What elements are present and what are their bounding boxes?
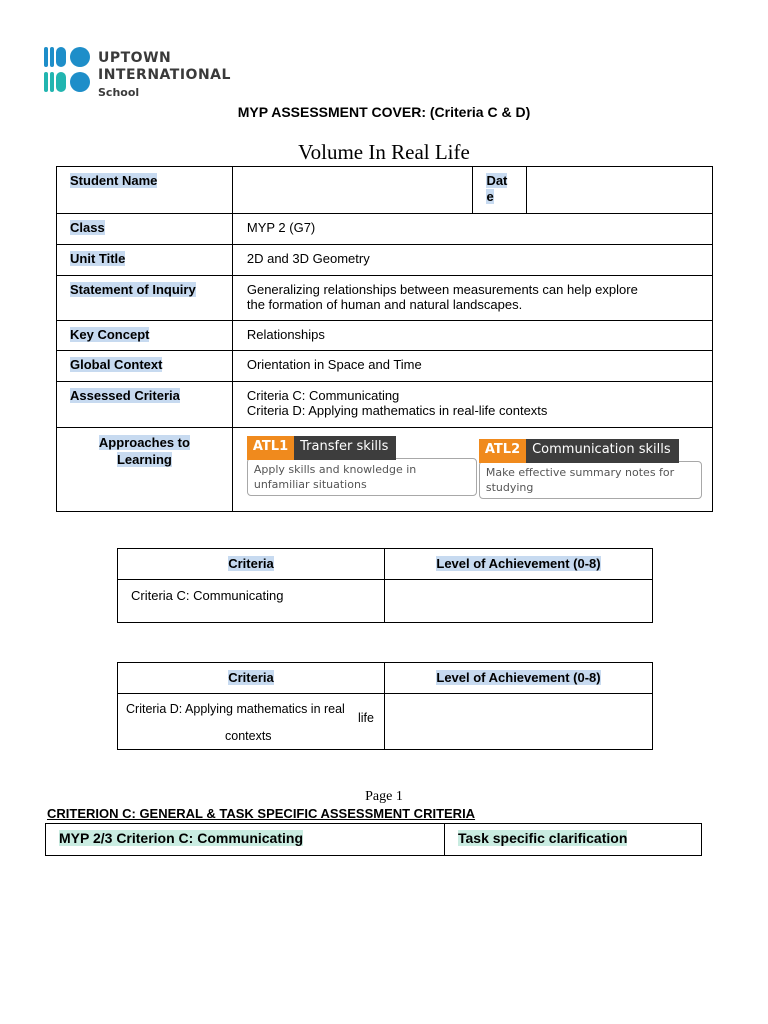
criterion-c-table (45, 823, 702, 856)
unit-title-label: Unit Title (70, 251, 126, 266)
assessed-criteria-line-1: Criteria C: Communicating (246, 388, 400, 403)
date-label-part-2: e (486, 189, 494, 204)
cover-title: MYP ASSESSMENT COVER: (Criteria C & D) (237, 104, 531, 120)
logo-line-1: UPTOWN (98, 50, 172, 66)
criteria-c-header-criteria: Criteria (228, 556, 274, 571)
key-concept-label-cell (57, 321, 233, 351)
page-number: Page 1 (365, 789, 403, 804)
criteria-c-header-level-cell (385, 549, 653, 580)
atl2-name: Communication skills (526, 439, 679, 463)
criteria-d-level-field[interactable] (385, 694, 653, 750)
global-context-label: Global Context (70, 357, 163, 372)
key-concept-label: Key Concept (70, 327, 150, 342)
date-label-part-1: Dat (486, 173, 508, 188)
assessed-criteria-value-cell (232, 382, 712, 428)
document-title: Volume In Real Life (298, 140, 470, 164)
logo-mark-icon (44, 44, 96, 100)
student-info-table (56, 166, 713, 512)
criteria-d-header-criteria: Criteria (228, 670, 274, 685)
inquiry-value-cell (232, 276, 712, 321)
student-name-label-cell (57, 167, 233, 214)
assessed-criteria-line-2: Criteria D: Applying mathematics in real-life contexts (246, 403, 548, 418)
inquiry-value-line-1: Generalizing relationships between measurements can help explore (246, 282, 638, 297)
criteria-c-criterion: Criteria C: Communicating (118, 580, 385, 623)
inquiry-label-cell (57, 276, 233, 321)
criteria-d-criterion-cell (118, 694, 385, 750)
inquiry-label: Statement of Inquiry (70, 282, 196, 297)
criteria-c-table (117, 548, 653, 623)
criteria-d-table (117, 662, 653, 750)
unit-title-value: 2D and 3D Geometry (232, 245, 712, 276)
criteria-d-header-level-cell (385, 663, 653, 694)
atl2-description-line-1: Make effective summary notes for (485, 466, 675, 479)
criterion-c-col2: Task specific clarification (458, 830, 628, 846)
atl1-description (247, 458, 477, 496)
atl1-description-line-2: unfamiliar situations (253, 478, 367, 491)
atl1-name: Transfer skills (294, 436, 396, 460)
inquiry-value-line-2: the formation of human and natural landscapes. (246, 297, 523, 312)
criteria-d-criterion-line-3: contexts (225, 729, 272, 743)
criteria-c-level-field[interactable] (385, 580, 653, 623)
school-logo (44, 44, 244, 100)
criteria-c-header-level: Level of Achievement (0-8) (436, 556, 601, 571)
key-concept-value: Relationships (232, 321, 712, 351)
unit-title-label-cell (57, 245, 233, 276)
atl1-number: ATL1 (247, 436, 294, 460)
atl2-description-line-2: studying (485, 481, 534, 494)
criteria-d-criterion-line-1: Criteria D: Applying mathematics in real (126, 702, 345, 716)
criterion-c-col1: MYP 2/3 Criterion C: Communicating (59, 830, 303, 846)
approaches-label-cell (57, 428, 233, 512)
class-label: Class (70, 220, 105, 235)
class-value: MYP 2 (G7) (232, 214, 712, 245)
student-name-field[interactable] (232, 167, 473, 214)
atl1-badge (247, 436, 477, 496)
date-label-cell (473, 167, 527, 214)
atl2-description (479, 461, 702, 499)
approaches-value-cell (232, 428, 712, 512)
criteria-d-header-level: Level of Achievement (0-8) (436, 670, 601, 685)
criterion-c-col1-cell (46, 824, 445, 856)
approaches-label-line-2: Learning (116, 452, 172, 467)
student-name-label: Student Name (70, 173, 158, 188)
global-context-value: Orientation in Space and Time (232, 351, 712, 382)
criteria-d-header-criteria-cell (118, 663, 385, 694)
date-field[interactable] (526, 167, 712, 214)
atl1-description-line-1: Apply skills and knowledge in (253, 463, 417, 476)
atl2-badge (479, 439, 702, 499)
logo-line-3: School (98, 86, 140, 99)
assessed-criteria-label: Assessed Criteria (70, 388, 180, 403)
criterion-c-col2-cell (445, 824, 702, 856)
atl2-number: ATL2 (479, 439, 526, 463)
assessed-criteria-label-cell (57, 382, 233, 428)
criteria-c-header-criteria-cell (118, 549, 385, 580)
approaches-label-line-1: Approaches to (98, 435, 190, 450)
section-title: CRITERION C: GENERAL & TASK SPECIFIC ASSESSMENT CRITERIA (47, 806, 476, 821)
global-context-label-cell (57, 351, 233, 382)
class-label-cell (57, 214, 233, 245)
logo-line-2: INTERNATIONAL (98, 67, 231, 83)
criteria-d-criterion-line-2: life (358, 711, 374, 725)
